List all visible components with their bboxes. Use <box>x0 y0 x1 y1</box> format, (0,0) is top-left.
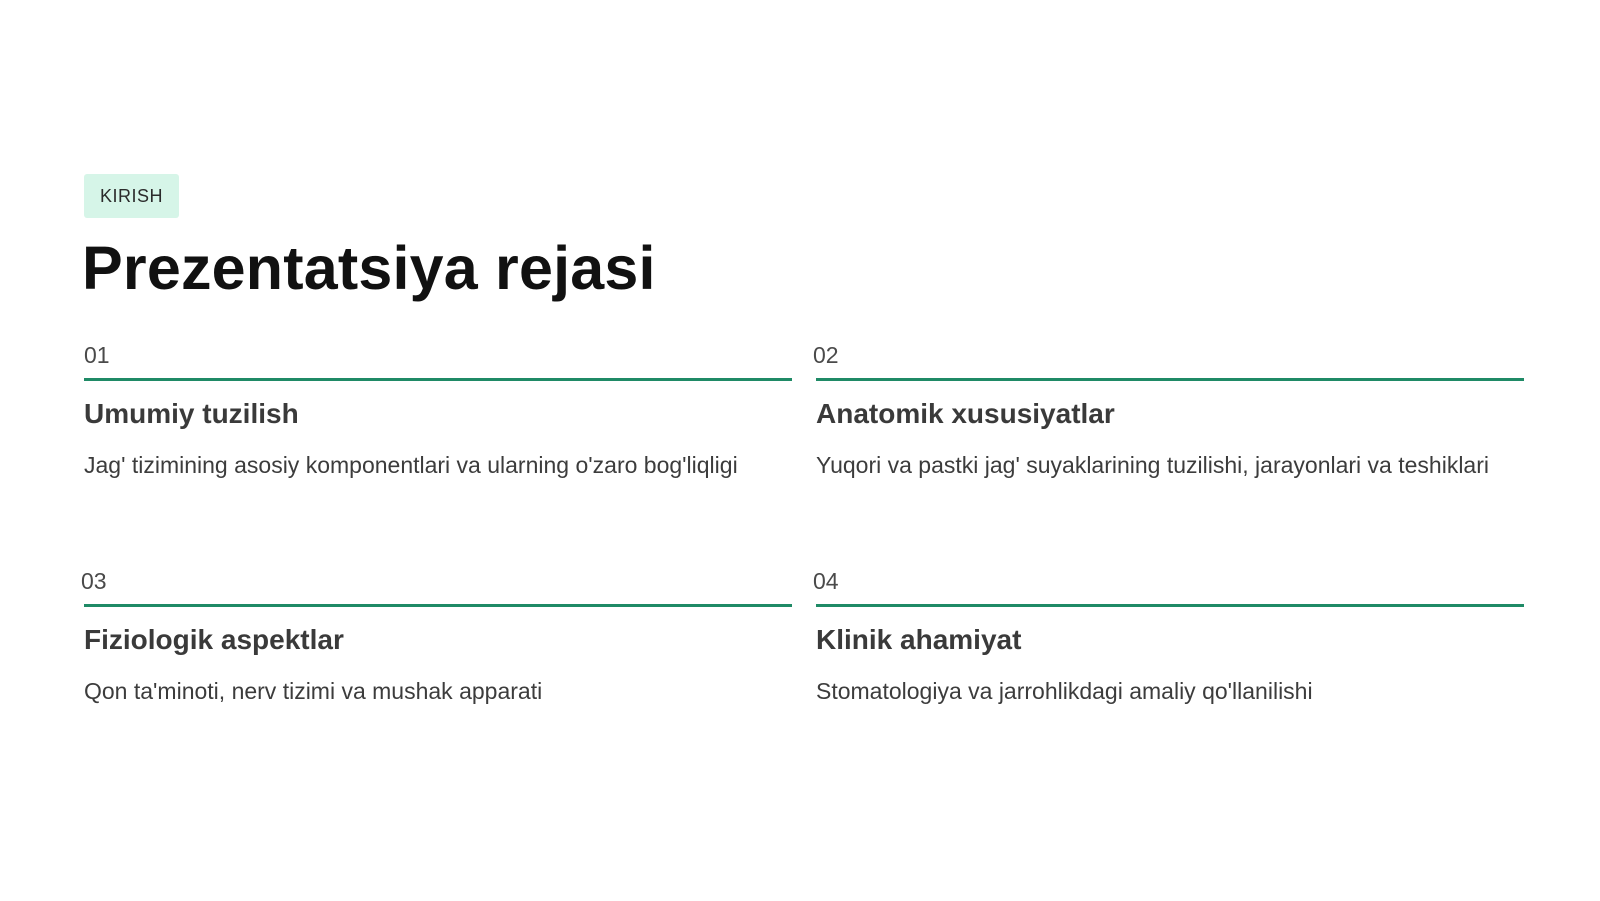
item-description: Jag' tizimining asosiy komponentlari va ularning o'zaro bog'liqligi <box>84 452 738 478</box>
item-number: 04 <box>813 568 839 594</box>
item-heading: Fiziologik aspektlar <box>84 624 344 655</box>
item-number: 02 <box>813 342 839 368</box>
page-title: Prezentatsiya rejasi <box>82 234 656 302</box>
item-divider <box>816 378 1524 381</box>
item-description: Stomatologiya va jarrohlikdagi amaliy qo'llanilishi <box>816 678 1313 704</box>
item-description: Yuqori va pastki jag' suyaklarining tuzilishi, jarayonlari va teshiklari <box>816 452 1489 478</box>
item-heading: Umumiy tuzilish <box>84 398 299 429</box>
item-heading: Klinik ahamiyat <box>816 624 1022 655</box>
item-heading: Anatomik xususiyatlar <box>816 398 1115 429</box>
item-number: 03 <box>81 568 107 594</box>
item-number: 01 <box>84 342 110 368</box>
item-description: Qon ta'minoti, nerv tizimi va mushak apparati <box>84 678 543 704</box>
item-divider <box>84 604 792 607</box>
section-badge: KIRISH <box>84 174 179 218</box>
item-divider <box>84 378 792 381</box>
item-divider <box>816 604 1524 607</box>
